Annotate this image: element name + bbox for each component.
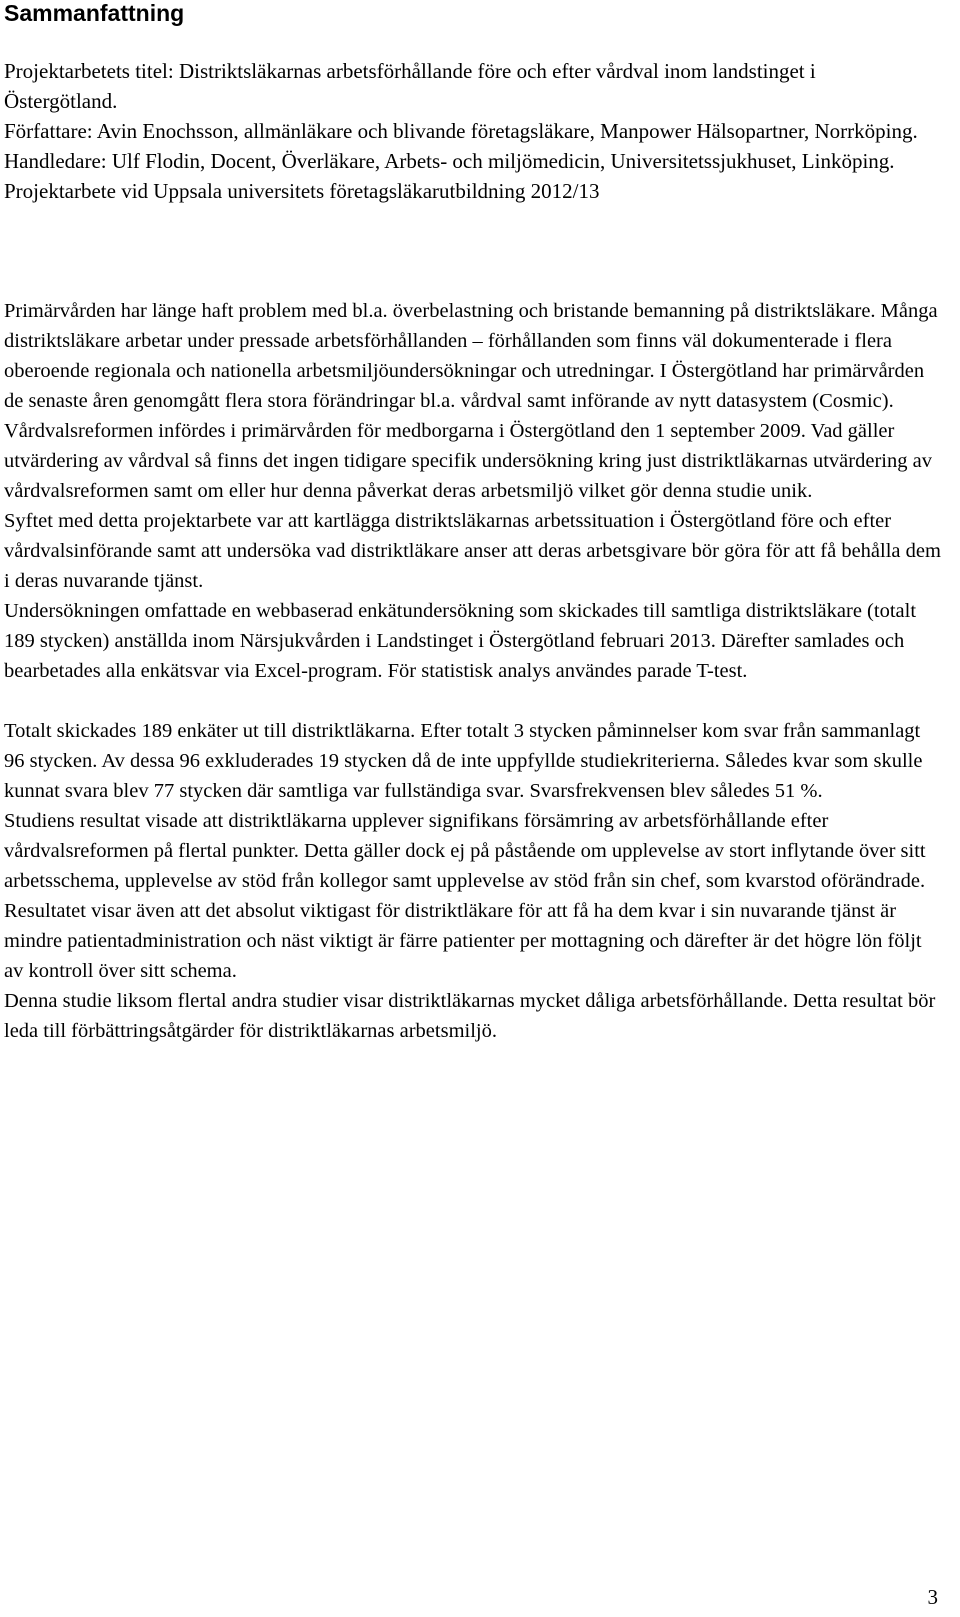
method-paragraph: Undersökningen omfattade en webbaserad enkätundersökning som skickades till samtliga distriktsläkare (totalt 189 stycken) anställda inom Närsjukvården i Landstinget i Östergötland februari 2013. Därefter samlades och bearbetades alla enkätsvar via Excel-program. För statistisk analys användes parade T-test. — [4, 600, 917, 682]
page-number: 3 — [927, 1585, 938, 1609]
priorities-paragraph: Resultatet visar även att det absolut viktigast för distriktläkare för att få ha dem kvar i sin nuvarande tjänst är mindre patientadministration och näst viktigt är färre patienter per mottagning och därefter är det högre lön följt av kontroll över sitt schema. — [4, 900, 922, 982]
supervisor-line: Handledare: Ulf Flodin, Docent, Överläkare, Arbets- och miljömedicin, Universitetssjukhuset, Linköping. — [4, 149, 895, 173]
aim-paragraph: Syftet med detta projektarbete var att kartlägga distriktsläkarnas arbetssituation i Östergötland före och efter vårdvalsinförande samt att undersöka vad distriktläkare anser att deras arbetsgivare bör göra för att få behålla dem i deras nuvarande tjänst. — [4, 510, 941, 592]
page-heading: Sammanfattning — [4, 0, 185, 26]
project-metadata — [4, 56, 934, 206]
author-line: Författare: Avin Enochsson, allmänläkare och blivande företagsläkare, Manpower Hälsopartner, Norrköping. — [4, 119, 918, 143]
program-line: Projektarbete vid Uppsala universitets företagsläkarutbildning 2012/13 — [4, 179, 600, 203]
summary-body — [4, 296, 942, 1046]
response-paragraph: Totalt skickades 189 enkäter ut till distriktläkarna. Efter totalt 3 stycken påminnelser kom svar från sammanlagt 96 stycken. Av dessa 96 exkluderades 19 stycken då de inte uppfyllde studiekriterierna. Således kvar som skulle kunnat svara blev 77 stycken där samtliga var fullständiga svar. Svarsfrekvensen blev således 51 %. — [4, 720, 923, 802]
conclusion-paragraph: Denna studie liksom flertal andra studier visar distriktläkarnas mycket dåliga arbetsförhållande. Detta resultat bör leda till förbättringsåtgärder för distriktläkarnas arbetsmiljö. — [4, 990, 936, 1042]
background-paragraph: Primärvården har länge haft problem med bl.a. överbelastning och bristande bemanning på distriktsläkare. Många distriktsläkare arbetar under pressade arbetsförhållanden – förhållanden som finns väl dokumenterade i flera oberoende regionala och nationella arbetsmiljöundersökningar och utredningar. I Östergötland har primärvården de senaste åren genomgått flera stora förändringar bl.a. vårdval samt införande av nytt datasystem (Cosmic). Vårdvalsreformen infördes i primärvården för medborgarna i Östergötland den 1 september 2009. Vad gäller utvärdering av vårdval så finns det ingen tidigare specifik undersökning kring just distriktläkarnas utvärdering av vårdvalsreformen samt om eller hur denna påverkat deras arbetsmiljö vilket gör denna studie unik. — [4, 300, 938, 502]
results-paragraph: Studiens resultat visade att distriktläkarna upplever signifikans försämring av arbetsförhållande efter vårdvalsreformen på flertal punkter. Detta gäller dock ej på påstående om upplevelse av stort inflytande över sitt arbetsschema, upplevelse av stöd från kollegor samt upplevelse av stöd från sin chef, som kvarstod oförändrade. — [4, 810, 926, 892]
project-title-line: Projektarbetets titel: Distriktsläkarnas arbetsförhållande före och efter vårdval inom landstinget i Östergötland. — [4, 59, 816, 113]
